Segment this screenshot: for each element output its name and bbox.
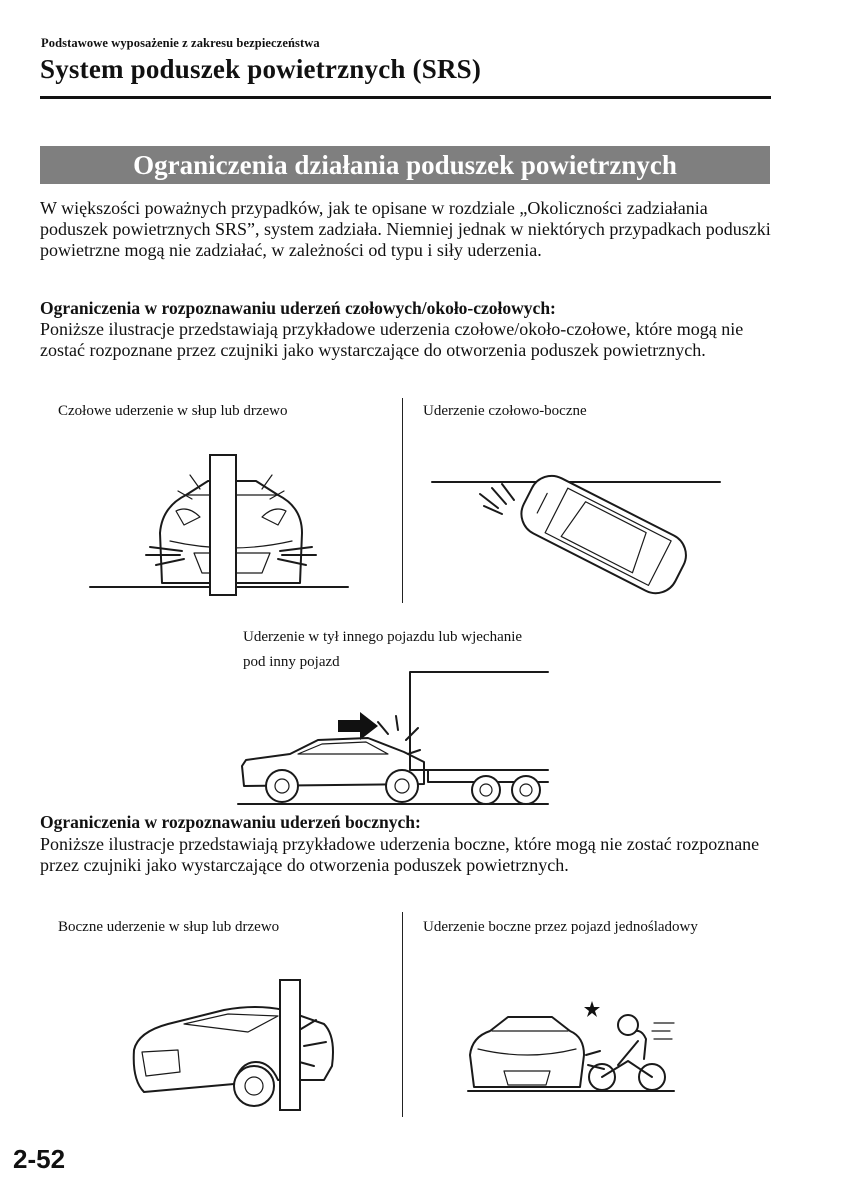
frontal-paragraph: Poniższe ilustracje przedstawiają przykładowe uderzenia czołowe/około-czołowe, które mogą nie zostać rozpoznane przez czujniki jako wystarczające do otworzenia poduszek powietrznych. xyxy=(40,319,744,360)
caption-side-pole: Boczne uderzenie w słup lub drzewo xyxy=(58,919,280,935)
frontal-pole-illustration xyxy=(90,455,350,595)
title-rule xyxy=(40,96,771,99)
caption-frontal-pole: Czołowe uderzenie w słup lub drzewo xyxy=(58,403,288,419)
caption-frontal-angled: Uderzenie czołowo-boczne xyxy=(423,403,587,419)
caption-underride xyxy=(243,625,522,675)
side-motorcycle-illustration xyxy=(468,995,678,1095)
side-heading: Ograniczenia w rozpoznawaniu uderzeń bocznych: xyxy=(40,812,421,832)
side-paragraph: Poniższe ilustracje przedstawiają przykładowe uderzenia boczne, które mogą nie zostać rozpoznane przez czujniki jako wystarczające do otworzenia poduszek powietrznych. xyxy=(40,834,760,875)
caption-side-motorcycle: Uderzenie boczne przez pojazd jednośladowy xyxy=(423,919,698,935)
frontal-angled-illustration xyxy=(432,470,722,600)
intro-paragraph: W większości poważnych przypadków, jak te opisane w rozdziale „Okoliczności zadziałania poduszek powietrznych SRS”, system zadziała. Niemniej jednak w niektórych przypadkach poduszki powietrzne mogą nie zadziałać, w zależności od typu i siły uderzenia. xyxy=(40,198,771,260)
illustration-divider xyxy=(402,398,403,603)
caption-underride-line1: Uderzenie w tył innego pojazdu lub wjechanie xyxy=(243,629,523,645)
frontal-heading: Ograniczenia w rozpoznawaniu uderzeń czołowych/około-czołowych: xyxy=(40,298,556,318)
caption-underride-line2: pod inny pojazd xyxy=(243,654,340,670)
page-title: System poduszek powietrznych (SRS) xyxy=(40,54,482,84)
side-pole-illustration xyxy=(128,980,338,1110)
illustration-divider-2 xyxy=(402,912,403,1117)
underride-illustration xyxy=(238,670,553,810)
page-number: 2-52 xyxy=(13,1144,66,1174)
section-banner: Ograniczenia działania poduszek powietrznych xyxy=(40,146,770,184)
breadcrumb: Podstawowe wyposażenie z zakresu bezpieczeństwa xyxy=(41,36,320,50)
